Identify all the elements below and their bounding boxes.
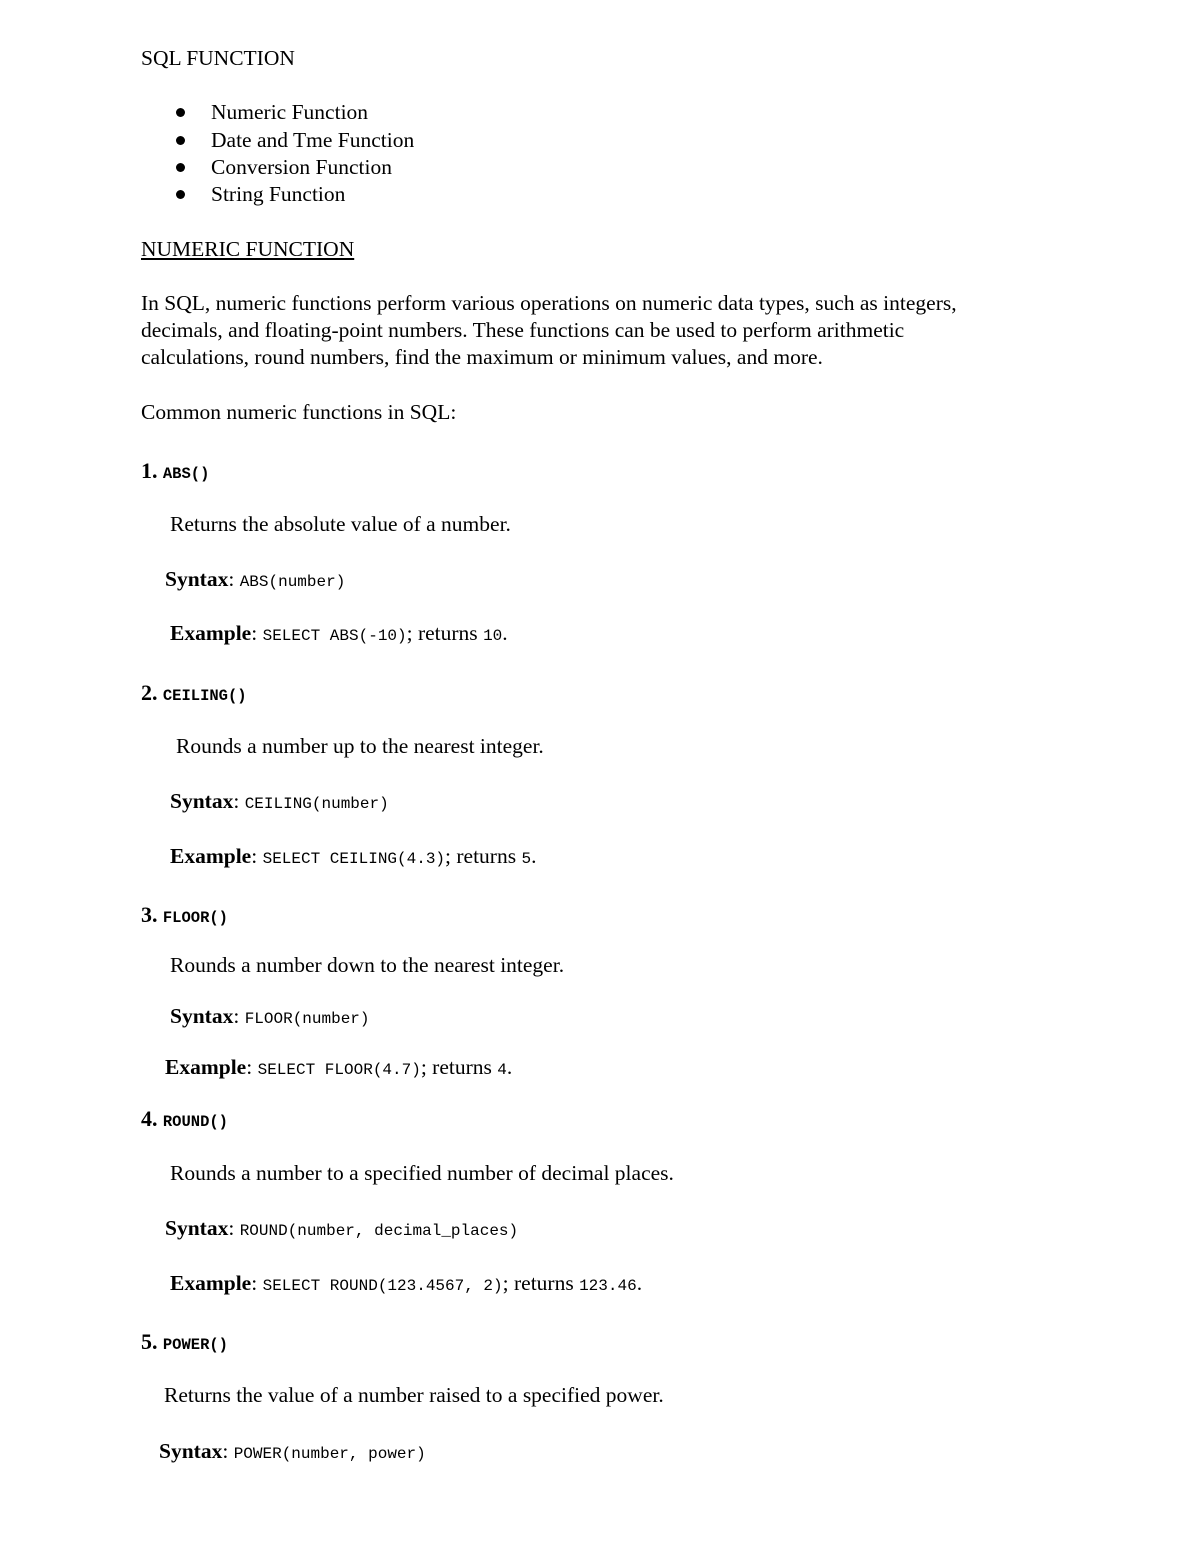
function-name: FLOOR() (162, 909, 228, 927)
function-number: 1. (141, 458, 158, 483)
example-code: SELECT CEILING(4.3) (262, 850, 446, 868)
section-heading: NUMERIC FUNCTION (141, 237, 355, 261)
colon: : (222, 1439, 229, 1463)
syntax-line (170, 1003, 370, 1033)
function-heading (141, 1328, 228, 1359)
colon: : (246, 1055, 253, 1079)
bullet-icon (176, 190, 185, 199)
doc-title: SQL FUNCTION (141, 46, 295, 70)
colon: : (233, 1004, 240, 1028)
period: . (531, 844, 537, 868)
list-item-text: Date and Tme Function (211, 128, 415, 152)
function-number: 3. (141, 902, 158, 927)
syntax-line (170, 788, 389, 818)
common-label: Common numeric functions in SQL: (141, 400, 457, 424)
syntax-label: Syntax (165, 1216, 229, 1240)
function-description: Rounds a number down to the nearest integer. (170, 953, 565, 977)
function-description: Rounds a number up to the nearest integer. (176, 734, 544, 758)
syntax-label: Syntax (170, 1004, 234, 1028)
returns-text: ; returns (445, 844, 517, 868)
syntax-code: CEILING(number) (244, 795, 389, 813)
function-description: Rounds a number to a specified number of decimal places. (170, 1161, 674, 1185)
function-name: ROUND() (162, 1113, 228, 1131)
intro-line: calculations, round numbers, find the maximum or minimum values, and more. (141, 345, 823, 369)
bullet-icon (176, 108, 185, 117)
example-line (165, 1054, 512, 1084)
colon: : (233, 789, 240, 813)
function-number: 5. (141, 1329, 158, 1354)
example-label: Example (165, 1055, 247, 1079)
bullet-icon (176, 136, 185, 145)
syntax-label: Syntax (159, 1439, 223, 1463)
intro-line: decimals, and floating-point numbers. These functions can be used to perform arithmetic (141, 318, 905, 342)
syntax-line (165, 566, 345, 596)
syntax-code: POWER(number, power) (233, 1445, 426, 1463)
colon: : (251, 621, 258, 645)
colon: : (251, 844, 258, 868)
function-heading (141, 1105, 228, 1136)
example-code: SELECT ABS(-10) (262, 627, 407, 645)
list-item (211, 154, 392, 181)
example-code: SELECT FLOOR(4.7) (257, 1061, 421, 1079)
list-item-text: String Function (211, 182, 346, 206)
intro-line: In SQL, numeric functions perform various operations on numeric data types, such as integers, (141, 291, 957, 315)
function-name: POWER() (162, 1336, 228, 1354)
syntax-label: Syntax (170, 789, 234, 813)
function-heading (141, 679, 247, 710)
list-item-text: Numeric Function (211, 100, 369, 124)
function-description: Returns the absolute value of a number. (170, 512, 511, 536)
syntax-code: ABS(number) (239, 573, 346, 591)
syntax-code: FLOOR(number) (244, 1010, 370, 1028)
period: . (506, 1055, 513, 1079)
colon: : (251, 1271, 258, 1295)
function-name: ABS() (162, 465, 210, 483)
function-number: 4. (141, 1106, 158, 1131)
example-line (170, 843, 536, 873)
returns-text: ; returns (420, 1055, 492, 1079)
syntax-line (165, 1215, 518, 1245)
list-item (211, 181, 345, 208)
list-item-text: Conversion Function (211, 155, 392, 179)
list-item (211, 127, 414, 154)
example-result: 123.46 (579, 1277, 637, 1295)
example-line (170, 1270, 642, 1300)
example-label: Example (170, 1271, 252, 1295)
colon: : (228, 1216, 235, 1240)
colon: : (228, 567, 235, 591)
example-line (170, 620, 508, 650)
period: . (636, 1271, 643, 1295)
example-result: 5 (521, 850, 532, 868)
returns-text: ; returns (406, 621, 478, 645)
example-result: 4 (497, 1061, 507, 1079)
returns-text: ; returns (502, 1271, 574, 1295)
example-code: SELECT ROUND(123.4567, 2) (262, 1277, 503, 1295)
period: . (502, 621, 508, 645)
function-heading (141, 457, 209, 488)
function-heading (141, 901, 228, 932)
example-result: 10 (483, 627, 503, 645)
syntax-line (159, 1438, 426, 1468)
syntax-label: Syntax (165, 567, 229, 591)
list-item (211, 99, 368, 126)
function-number: 2. (141, 680, 158, 705)
bullet-icon (176, 163, 185, 172)
function-name: CEILING() (162, 687, 247, 705)
example-label: Example (170, 621, 252, 645)
syntax-code: ROUND(number, decimal_places) (239, 1222, 519, 1240)
example-label: Example (170, 844, 252, 868)
function-description: Returns the value of a number raised to a specified power. (164, 1383, 664, 1407)
